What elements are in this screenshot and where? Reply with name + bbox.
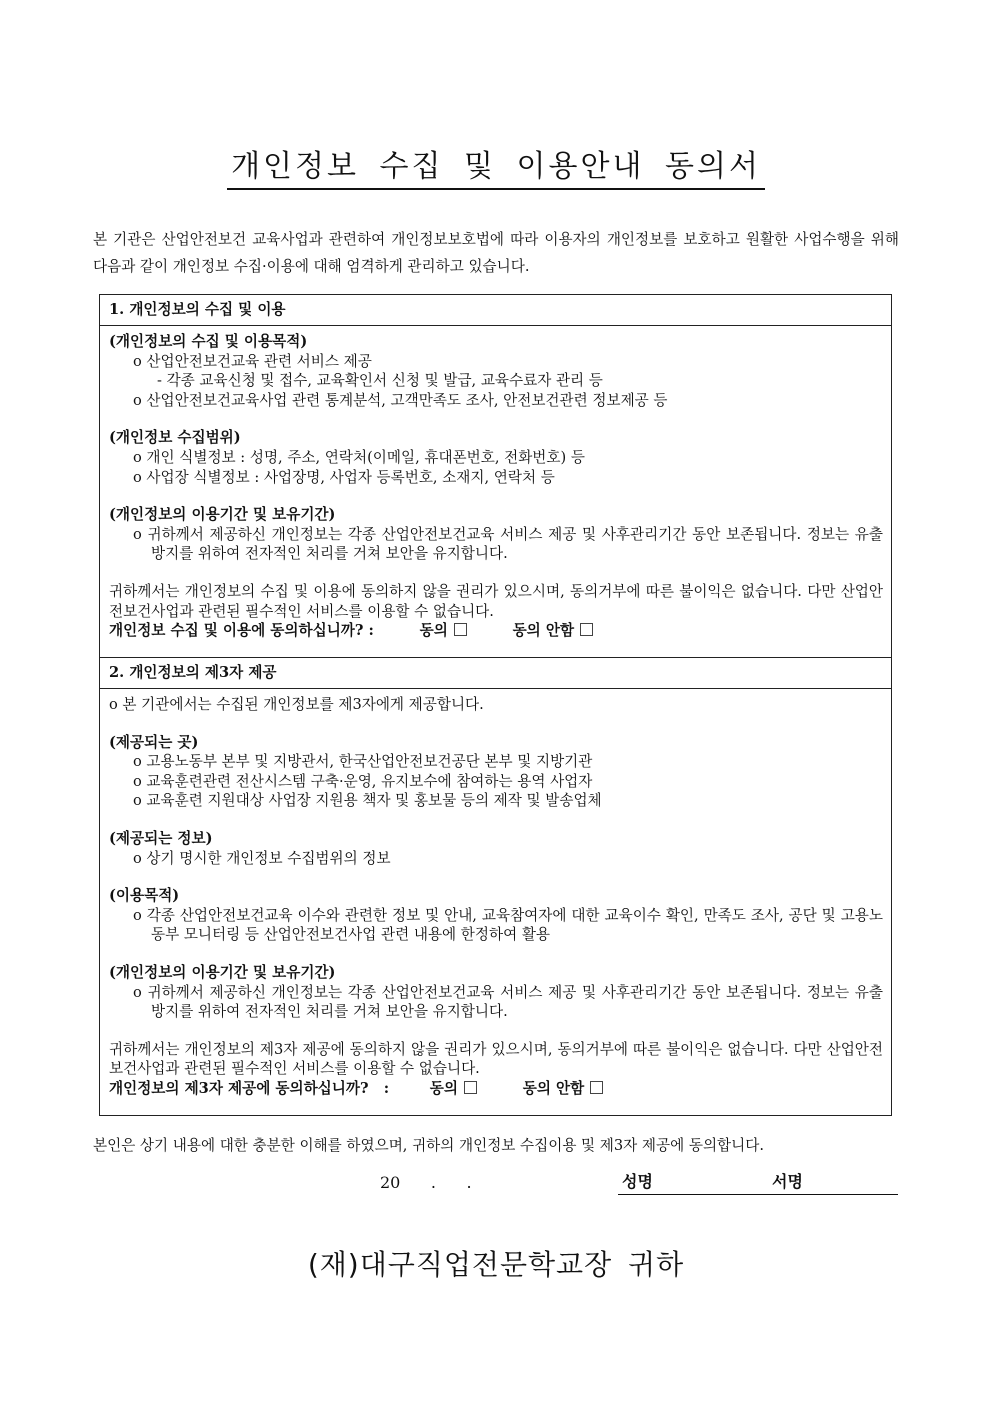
consent-question-text: 개인정보 수집 및 이용에 동의하십니까? :: [109, 622, 374, 640]
scope-item: o 사업장 식별정보 : 사업장명, 사업자 등록번호, 소재지, 연락처 등: [133, 468, 555, 486]
date-field[interactable]: 20 . .: [380, 1173, 472, 1192]
purpose-item: o 산업안전보건교육사업 관련 통계분석, 고객만족도 조사, 안전보건관련 정보제공 등: [133, 391, 668, 409]
section2-content: [100, 689, 891, 1099]
section1-heading: 1. 개인정보의 수집 및 이용: [100, 295, 891, 326]
recipient-item: o 교육훈련관련 전산시스템 구축·운영, 유지보수에 참여하는 용역 사업자: [133, 772, 593, 790]
scope-item: o 개인 식별정보 : 성명, 주소, 연락처(이메일, 휴대폰번호, 전화번호) 등: [133, 448, 585, 466]
signature-label: 서명: [772, 1172, 803, 1191]
recipient-item: o 고용노동부 본부 및 지방관서, 한국산업안전보건공단 본부 및 지방기관: [133, 753, 593, 771]
consent-question-2: [109, 1079, 883, 1099]
document-title: 개인정보 수집 및 이용안내 동의서: [0, 146, 992, 190]
disagree-label: 동의 안함: [522, 1079, 585, 1097]
agree-label: 동의: [419, 622, 448, 640]
consent-question-text: 개인정보의 제3자 제공에 동의하십니까? :: [109, 1079, 390, 1097]
agree-checkbox[interactable]: [464, 1081, 477, 1094]
retention-title: (개인정보의 이용기간 및 보유기간): [109, 963, 336, 981]
section-collection-use: [99, 294, 892, 658]
disagree-checkbox[interactable]: [590, 1081, 603, 1094]
consent-question-1: [109, 621, 883, 641]
retention-item: o 귀하께서 제공하신 개인정보는 각종 산업안전보건교육 서비스 제공 및 사후관리기간 동안 보존됩니다. 정보는 유출방지를 위하여 전자적인 처리를 거쳐 보안을 유지합니다.: [133, 525, 883, 563]
intro-paragraph: 본 기관은 산업안전보건 교육사업과 관련하여 개인정보보호법에 따라 이용자의 개인정보를 보호하고 원활한 사업수행을 위해 다음과 같이 개인정보 수집·이용에 대해 엄격하게 관리하고 있습니다.: [93, 231, 899, 275]
third-party-lead: o 본 기관에서는 수집된 개인정보를 제3자에게 제공합니다.: [109, 696, 484, 713]
name-label: 성명: [622, 1172, 653, 1191]
section-third-party: [99, 657, 892, 1116]
usage-title: (이용목적): [109, 887, 180, 905]
agree-label: 동의: [429, 1079, 458, 1097]
section2-heading: 2. 개인정보의 제3자 제공: [100, 658, 891, 689]
info-title: (제공되는 정보): [109, 829, 213, 847]
info-item: o 상기 명시한 개인정보 수집범위의 정보: [133, 849, 391, 867]
agree-checkbox[interactable]: [454, 623, 467, 636]
disagree-checkbox[interactable]: [580, 623, 593, 636]
retention-title: (개인정보의 이용기간 및 보유기간): [109, 506, 336, 524]
disagree-label: 동의 안함: [512, 622, 575, 640]
usage-item: o 각종 산업안전보건교육 이수와 관련한 정보 및 안내, 교육참여자에 대한 교육이수 확인, 만족도 조사, 공단 및 고용노동부 모니터링 등 산업안전보건사업 관련 내용에 한정하여 활용: [133, 906, 883, 944]
purpose-subitem: - 각종 교육신청 및 접수, 교육확인서 신청 및 발급, 교육수료자 관리 등: [157, 372, 603, 390]
final-consent-statement: 본인은 상기 내용에 대한 충분한 이해를 하였으며, 귀하의 개인정보 수집이용 및 제3자 제공에 동의합니다.: [93, 1137, 764, 1154]
retention-item: o 귀하께서 제공하신 개인정보는 각종 산업안전보건교육 서비스 제공 및 사후관리기간 동안 보존됩니다. 정보는 유출방지를 위하여 전자적인 처리를 거쳐 보안을 유지합니다.: [133, 983, 883, 1021]
scope-title: (개인정보 수집범위): [109, 429, 241, 447]
purpose-title: (개인정보의 수집 및 이용목적): [109, 333, 308, 350]
signature-line[interactable]: [618, 1170, 898, 1195]
rights-notice: 귀하께서는 개인정보의 제3자 제공에 동의하지 않을 권리가 있으시며, 동의거부에 따른 불이익은 없습니다. 다만 산업안전보건사업과 관련된 필수적인 서비스를 이용할 수 없습니다.: [109, 1040, 883, 1078]
rights-notice: 귀하께서는 개인정보의 수집 및 이용에 동의하지 않을 권리가 있으시며, 동의거부에 따른 불이익은 없습니다. 다만 산업안전보건사업과 관련된 필수적인 서비스를 이용할 수 없습니다.: [109, 582, 883, 620]
recipients-title: (제공되는 곳): [109, 733, 199, 751]
addressee: (재)대구직업전문학교장 귀하: [307, 1248, 685, 1281]
section1-content: [100, 326, 891, 641]
purpose-item: o 산업안전보건교육 관련 서비스 제공: [133, 352, 372, 370]
recipient-item: o 교육훈련 지원대상 사업장 지원용 책자 및 홍보물 등의 제작 및 발송업체: [133, 792, 602, 810]
